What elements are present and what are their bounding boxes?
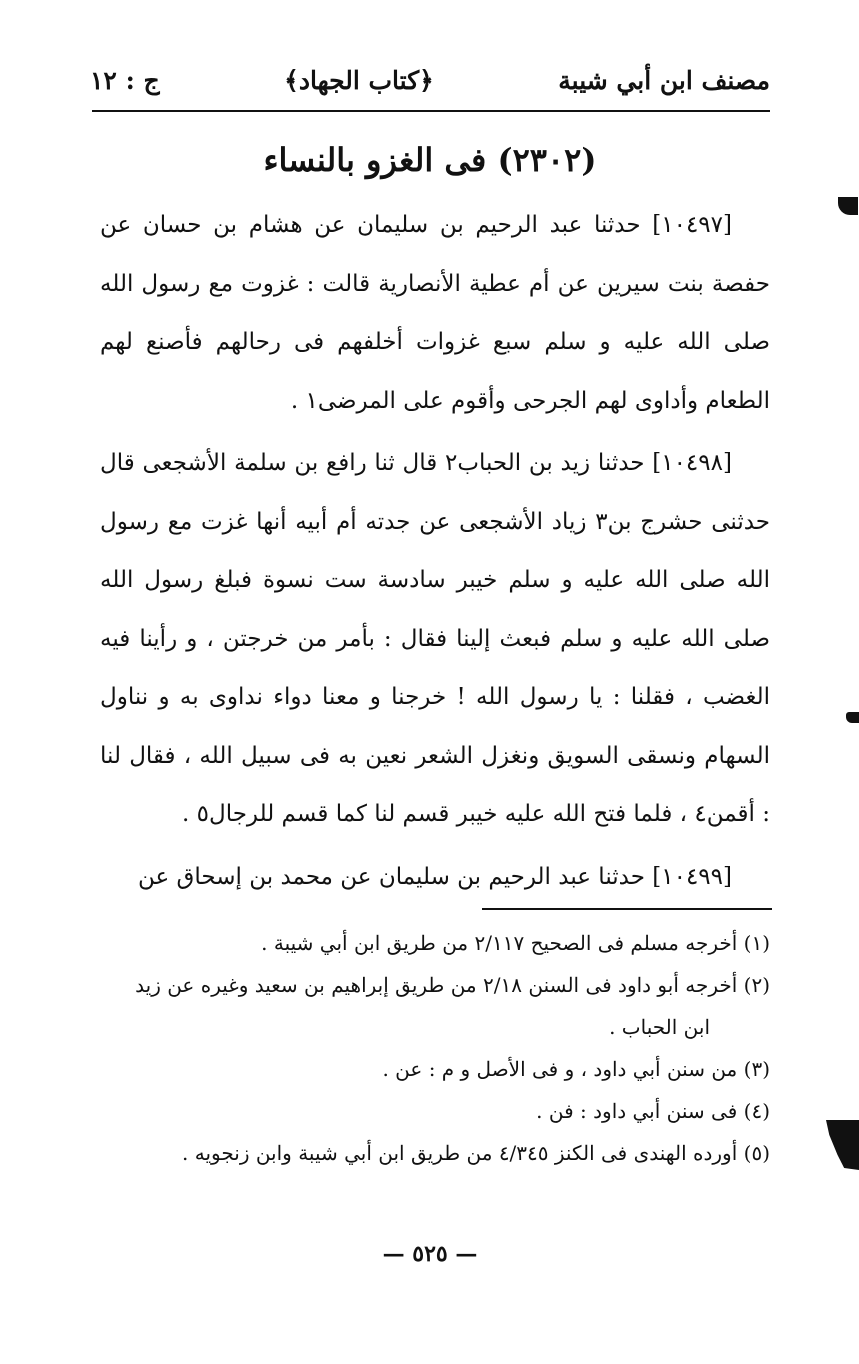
hadith-text bbox=[100, 196, 770, 910]
hadith-paragraph: [١٠٤٩٨] حدثنا زيد بن الحباب٢ قال ثنا رافع بن سلمة الأشجعى قال حدثنى حشرج بن٣ زياد الأشجعى عن جدته أم أبيه أنها غزت مع رسول الله صلى الله عليه و سلم خيبر سادسة ست نسوة فبلغ رسول الله صلى الله عليه و سلم فبعث إلينا فقال : بأمر من خرجتن ، و رأينا فيه الغضب ، فقلنا : يا رسول الله ! خرجنا و معنا دواء نداوى به و نناول السهام ونسقى السويق ونغزل الشعر نعين به فى سبيل الله ، فقال لنا : أقمن٤ ، فلما فتح الله عليه خيبر قسم لنا كما قسم للرجال٥ . bbox=[100, 450, 771, 827]
scan-mark bbox=[826, 1120, 859, 1170]
section-title: ﴿كتاب الجهاد﴾ bbox=[284, 65, 434, 95]
hadith-paragraph: [١٠٤٩٧] حدثنا عبد الرحيم بن سليمان عن هشام بن حسان عن حفصة بنت سيرين عن أم عطية الأنصارية قالت : غزوت مع رسول الله صلى الله عليه و سلم سبع غزوات أخلفهم فى رحالهم فأصنع لهم الطعام وأداوى لهم الجرحى وأقوم على المرضى١ . bbox=[100, 212, 770, 414]
chapter-title: (٢٣٠٢) فى الغزو بالنساء bbox=[263, 141, 597, 179]
footnote: (٢) أخرجه أبو داود فى السنن ٢/١٨ من طريق إبراهيم بن سعيد وغيره عن زيد bbox=[135, 973, 770, 997]
scan-mark bbox=[846, 712, 859, 723]
header-divider bbox=[92, 110, 770, 112]
footnote: (١) أخرجه مسلم فى الصحيح ٢/١١٧ من طريق ابن أبي شيبة . bbox=[261, 931, 770, 955]
footnote: (٤) فى سنن أبي داود : فن . bbox=[536, 1099, 770, 1123]
footnotes bbox=[95, 922, 770, 1174]
book-title: مصنف ابن أبي شيبة bbox=[558, 65, 770, 95]
footnote: (٥) أورده الهندى فى الكنز ٤/٣٤٥ من طريق ابن أبي شيبة وابن زنجويه . bbox=[182, 1141, 770, 1165]
footnote-continuation: ابن الحباب . bbox=[609, 1015, 710, 1039]
footnote-divider bbox=[482, 908, 772, 910]
volume-number: ج : ١٢ bbox=[90, 65, 160, 95]
page-number: — ٥٢٥ — bbox=[382, 1241, 478, 1267]
scan-mark bbox=[838, 197, 858, 215]
footnote: (٣) من سنن أبي داود ، و فى الأصل و م : عن . bbox=[382, 1057, 770, 1081]
hadith-paragraph: [١٠٤٩٩] حدثنا عبد الرحيم بن سليمان عن محمد بن إسحاق عن bbox=[138, 863, 732, 890]
running-header bbox=[90, 52, 770, 108]
